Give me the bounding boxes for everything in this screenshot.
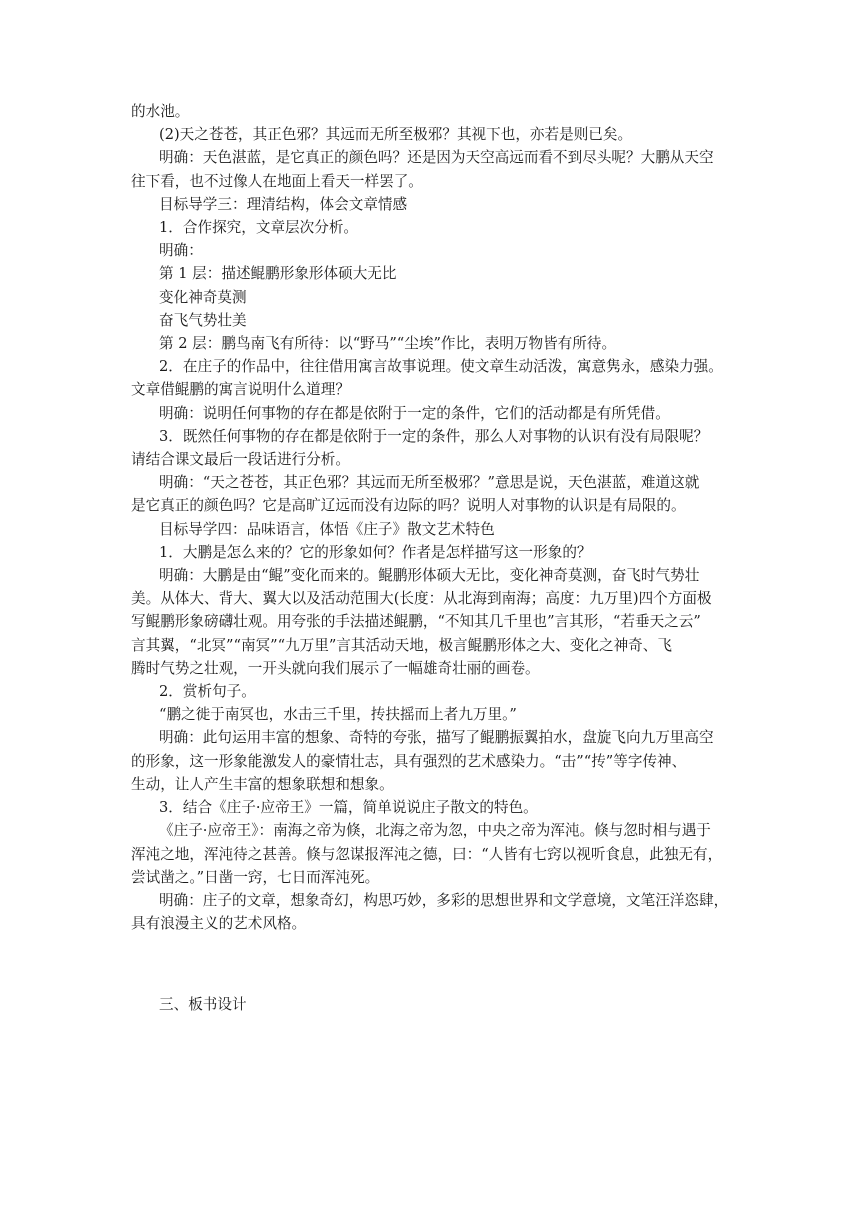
text-line: 变化神奇莫测 [159,288,247,306]
text-line: 的水池。 [131,103,190,120]
section-heading: 三、板书设计 [159,996,247,1014]
text-line: (2)天之苍苍，其正色邪？其远而无所至极邪？其视下也，亦若是则已矣。 [159,126,633,144]
text-line: 第 1 层：描述鲲鹏形象形体硕大无比 [159,265,397,283]
text-line: 明确：大鹏是由“鲲”变化而来的。鲲鹏形体硕大无比，变化神奇莫测，奋飞时气势壮 [159,567,700,585]
text-line: 浑沌之地，浑沌待之甚善。倏与忽谋报浑沌之德，曰：“人皆有七窍以视听食息，此独无有， [131,845,723,863]
text-line: 明确： [159,242,203,260]
text-line: 请结合课文最后一段话进行分析。 [131,451,350,469]
text-line: 2．赏析句子。 [159,683,256,701]
text-line: 写鲲鹏形象磅礴壮观。用夸张的手法描述鲲鹏，“不知其几千里也”言其形，“若垂天之云” [131,613,701,631]
text-line: 第 2 层：鹏鸟南飞有所待：以“野马”“尘埃”作比，表明万物皆有所待。 [159,335,617,353]
text-line: 文章借鲲鹏的寓言说明什么道理？ [131,381,350,399]
text-line: 1．大鹏是怎么来的？它的形象如何？作者是怎样描写这一形象的？ [159,543,592,561]
text-line: 明确：此句运用丰富的想象、奇特的夸张，描写了鲲鹏振翼拍水，盘旋飞向九万里高空 [159,729,714,747]
text-line: 《庄子·应帝王》：南海之帝为倏，北海之帝为忽，中央之帝为浑沌。倏与忽时相与遇于 [159,822,711,840]
text-line: 奋飞气势壮美 [159,311,247,329]
text-line: 的形象，这一形象能激发人的豪情壮志，具有强烈的艺术感染力。“击”“抟”等字传神、 [131,752,687,770]
text-line: 尝试凿之。”日凿一窍，七日而浑沌死。 [131,868,380,886]
text-line: 1．合作探究，文章层次分析。 [159,219,359,237]
text-line: 具有浪漫主义的艺术风格。 [131,915,307,933]
text-line: 目标导学三：理清结构，体会文章情感 [159,195,408,213]
text-line: 是它真正的颜色吗？它是高旷辽远而没有边际的吗？说明人对事物的认识是有局限的。 [131,497,686,515]
text-line: 明确：“天之苍苍，其正色邪？其远而无所至极邪？”意思是说，天色湛蓝，难道这就 [159,474,700,492]
text-line: 2．在庄子的作品中，往往借用寓言故事说理。使文章生动活泼，寓意隽永，感染力强。 [159,358,723,376]
text-line: 言其翼，“北冥”“南冥”“九万里”言其活动天地，极言鲲鹏形体之大、变化之神奇、飞 [131,636,672,654]
text-line: “鹏之徙于南冥也，水击三千里，抟扶摇而上者九万里。” [159,706,517,724]
text-line: 美。从体大、背大、翼大以及活动范围大(长度：从北海到南海；高度：九万里)四个方面极 [131,590,712,608]
text-line: 明确：庄子的文章，想象奇幻，构思巧妙，多彩的思想世界和文学意境，文笔汪洋恣肆， [159,891,729,909]
spacer [131,935,731,993]
text-line: 3．既然任何事物的存在都是依附于一定的条件，那么人对事物的认识有没有局限呢？ [159,427,709,445]
text-line: 3．结合《庄子·应帝王》一篇，简单说说庄子散文的特色。 [159,799,538,817]
text-line: 腾时气势之壮观，一开头就向我们展示了一幅雄奇壮丽的画卷。 [131,659,540,677]
text-line: 生动，让人产生丰富的想象联想和想象。 [131,775,394,793]
text-line: 往下看，也不过像人在地面上看天一样罢了。 [131,172,423,190]
text-line: 明确：天色湛蓝，是它真正的颜色吗？还是因为天空高远而看不到尽头呢？大鹏从天空 [159,149,714,167]
text-line: 目标导学四：品味语言，体悟《庄子》散文艺术特色 [159,520,495,538]
text-line: 明确：说明任何事物的存在都是依附于一定的条件，它们的活动都是有所凭借。 [159,404,670,422]
document-body [131,100,731,1017]
